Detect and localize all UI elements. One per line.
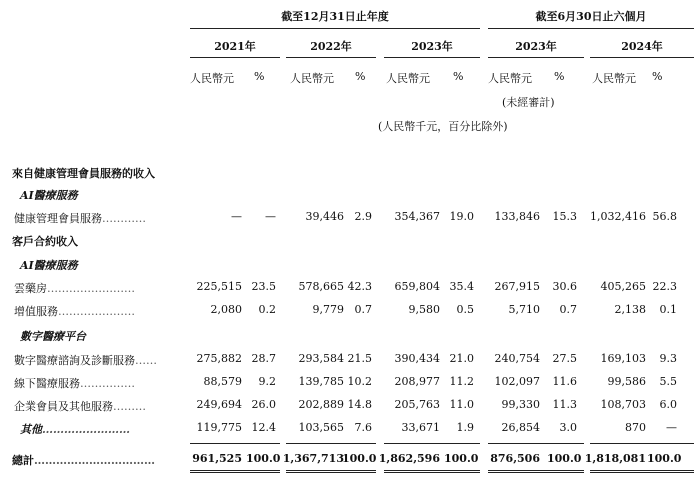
table-cell: 354,367: [394, 210, 440, 223]
row-label: [20, 328, 86, 344]
table-cell: 100.0: [246, 452, 281, 465]
table-cell: 27.5: [552, 352, 577, 365]
leader-dots: ……………………………: [34, 454, 155, 467]
total-bottom-rule: [190, 470, 280, 473]
table-cell: 9,580: [408, 303, 440, 316]
table-cell: 6.0: [659, 398, 677, 411]
table-cell: 119,775: [196, 421, 242, 434]
table-cell: 2.9: [354, 210, 372, 223]
total-top-rule: [286, 443, 376, 444]
table-cell: 15.3: [552, 210, 577, 223]
table-cell: 1,367,713: [282, 452, 344, 465]
leader-dots: …………: [102, 212, 146, 225]
row-label: [12, 165, 155, 181]
table-cell: 19.0: [449, 210, 474, 223]
table-cell: 0.7: [559, 303, 577, 316]
year-rule: [384, 57, 480, 58]
row-label: [14, 375, 135, 391]
year-rule: [286, 57, 376, 58]
table-cell: 42.3: [347, 280, 372, 293]
table-cell: 5,710: [508, 303, 540, 316]
total-top-rule: [488, 443, 584, 444]
total-bottom-rule: [286, 470, 376, 473]
table-cell: 578,665: [298, 280, 344, 293]
table-cell: 876,506: [490, 452, 540, 465]
table-cell: 26,854: [501, 421, 540, 434]
table-cell: 0.1: [659, 303, 677, 316]
table-cell: 169,103: [600, 352, 646, 365]
table-cell: 35.4: [449, 280, 474, 293]
table-cell: 9.2: [258, 375, 276, 388]
table-cell: 100.0: [647, 452, 682, 465]
table-cell: 33,671: [401, 421, 440, 434]
table-cell: 9,779: [312, 303, 344, 316]
table-cell: 267,915: [494, 280, 540, 293]
table-cell: 100.0: [342, 452, 377, 465]
table-cell: 11.3: [552, 398, 577, 411]
table-cell: 100.0: [547, 452, 582, 465]
row-label-text: 總計: [12, 454, 34, 467]
table-cell: 99,330: [501, 398, 540, 411]
table-cell: 225,515: [196, 280, 242, 293]
table-cell: 3.0: [559, 421, 577, 434]
row-label: [12, 452, 155, 468]
currency-header: 人民幣元: [592, 72, 636, 85]
table-cell: 103,565: [298, 421, 344, 434]
year-2024-h1: 2024年: [621, 40, 663, 53]
table-cell: 88,579: [203, 375, 242, 388]
year-2021: 2021年: [214, 40, 256, 53]
table-cell: 14.8: [347, 398, 372, 411]
units-note: (人民幣千元，百分比除外): [378, 120, 508, 133]
table-cell: 22.3: [652, 280, 677, 293]
table-cell: 293,584: [298, 352, 344, 365]
row-label: [14, 352, 157, 368]
header-rule-halfyear: [488, 28, 694, 29]
leader-dots: ……………………: [42, 423, 130, 436]
row-label: [14, 280, 135, 296]
row-label-text: 健康管理會員服務: [14, 212, 102, 225]
table-cell: 10.2: [347, 375, 372, 388]
table-cell: 205,763: [394, 398, 440, 411]
table-cell: 275,882: [196, 352, 242, 365]
table-cell: 23.5: [251, 280, 276, 293]
table-cell: 7.6: [354, 421, 372, 434]
table-cell: 1,818,081: [584, 452, 646, 465]
leader-dots: ……………: [80, 377, 135, 390]
row-label-text: 其他: [20, 423, 42, 436]
table-cell: 100.0: [444, 452, 479, 465]
percent-header: %: [453, 70, 464, 83]
row-label-text: 企業會員及其他服務: [14, 400, 113, 413]
table-cell: 12.4: [251, 421, 276, 434]
header-rule-year: [190, 28, 480, 29]
table-cell: 133,846: [494, 210, 540, 223]
table-cell: 1,862,596: [378, 452, 440, 465]
year-rule: [190, 57, 280, 58]
table-cell: —: [265, 210, 276, 223]
row-label: [14, 210, 146, 226]
unaudited-note: (未經審計): [502, 96, 555, 109]
row-label: [12, 233, 78, 249]
percent-header: %: [355, 70, 366, 83]
row-label: [20, 257, 78, 273]
row-label-text: 客戶合約收入: [12, 235, 78, 248]
table-cell: 11.2: [449, 375, 474, 388]
table-cell: 659,804: [394, 280, 440, 293]
currency-header: 人民幣元: [386, 72, 430, 85]
table-cell: 99,586: [607, 375, 646, 388]
total-top-rule: [384, 443, 480, 444]
table-cell: 961,525: [192, 452, 242, 465]
table-cell: 2,080: [210, 303, 242, 316]
table-cell: 21.5: [347, 352, 372, 365]
table-cell: 26.0: [251, 398, 276, 411]
row-label-text: 數字醫療平台: [20, 330, 86, 343]
table-cell: 0.7: [354, 303, 372, 316]
year-2023: 2023年: [411, 40, 453, 53]
row-label-text: 數字醫療諮詢及診斷服務: [14, 354, 135, 367]
currency-header: 人民幣元: [488, 72, 532, 85]
total-bottom-rule: [488, 470, 584, 473]
table-cell: 202,889: [298, 398, 344, 411]
header-group-year: 截至12月31日止年度: [281, 10, 389, 23]
table-cell: 0.2: [258, 303, 276, 316]
row-label-text: 來自健康管理會員服務的收入: [12, 167, 155, 180]
row-label-text: 線下醫療服務: [14, 377, 80, 390]
total-bottom-rule: [590, 470, 694, 473]
total-bottom-rule: [384, 470, 480, 473]
percent-header: %: [652, 70, 663, 83]
percent-header: %: [554, 70, 565, 83]
table-cell: 139,785: [298, 375, 344, 388]
leader-dots: ……: [135, 354, 157, 367]
row-label: [20, 187, 78, 203]
table-cell: 5.5: [659, 375, 677, 388]
leader-dots: …………………: [58, 305, 135, 318]
total-top-rule: [590, 443, 694, 444]
table-cell: 21.0: [449, 352, 474, 365]
currency-header: 人民幣元: [190, 72, 234, 85]
percent-header: %: [254, 70, 265, 83]
currency-header: 人民幣元: [290, 72, 334, 85]
row-label-text: 雲藥房: [14, 282, 47, 295]
table-cell: 30.6: [552, 280, 577, 293]
table-cell: 0.5: [456, 303, 474, 316]
row-label: [14, 303, 135, 319]
table-cell: —: [666, 421, 677, 434]
row-label-text: AI醫療服務: [20, 189, 78, 202]
row-label-text: AI醫療服務: [20, 259, 78, 272]
table-cell: 108,703: [600, 398, 646, 411]
header-group-halfyear: 截至6月30日止六個月: [535, 10, 647, 23]
table-cell: 102,097: [494, 375, 540, 388]
table-cell: —: [231, 210, 242, 223]
table-cell: 9.3: [659, 352, 677, 365]
table-cell: 1.9: [456, 421, 474, 434]
table-cell: 56.8: [652, 210, 677, 223]
row-label: [14, 398, 146, 414]
table-cell: 1,032,416: [590, 210, 646, 223]
table-cell: 28.7: [251, 352, 276, 365]
table-cell: 405,265: [600, 280, 646, 293]
table-cell: 208,977: [394, 375, 440, 388]
leader-dots: ……………………: [47, 282, 135, 295]
table-cell: 870: [625, 421, 646, 434]
table-cell: 11.6: [552, 375, 577, 388]
table-cell: 240,754: [494, 352, 540, 365]
table-cell: 2,138: [614, 303, 646, 316]
table-cell: 11.0: [449, 398, 474, 411]
table-cell: 390,434: [394, 352, 440, 365]
total-top-rule: [190, 443, 280, 444]
year-rule: [488, 57, 584, 58]
year-2022: 2022年: [310, 40, 352, 53]
table-cell: 39,446: [305, 210, 344, 223]
row-label: [20, 421, 130, 437]
year-rule: [590, 57, 694, 58]
leader-dots: ………: [113, 400, 146, 413]
row-label-text: 增值服務: [14, 305, 58, 318]
year-2023-h1: 2023年: [515, 40, 557, 53]
table-cell: 249,694: [196, 398, 242, 411]
